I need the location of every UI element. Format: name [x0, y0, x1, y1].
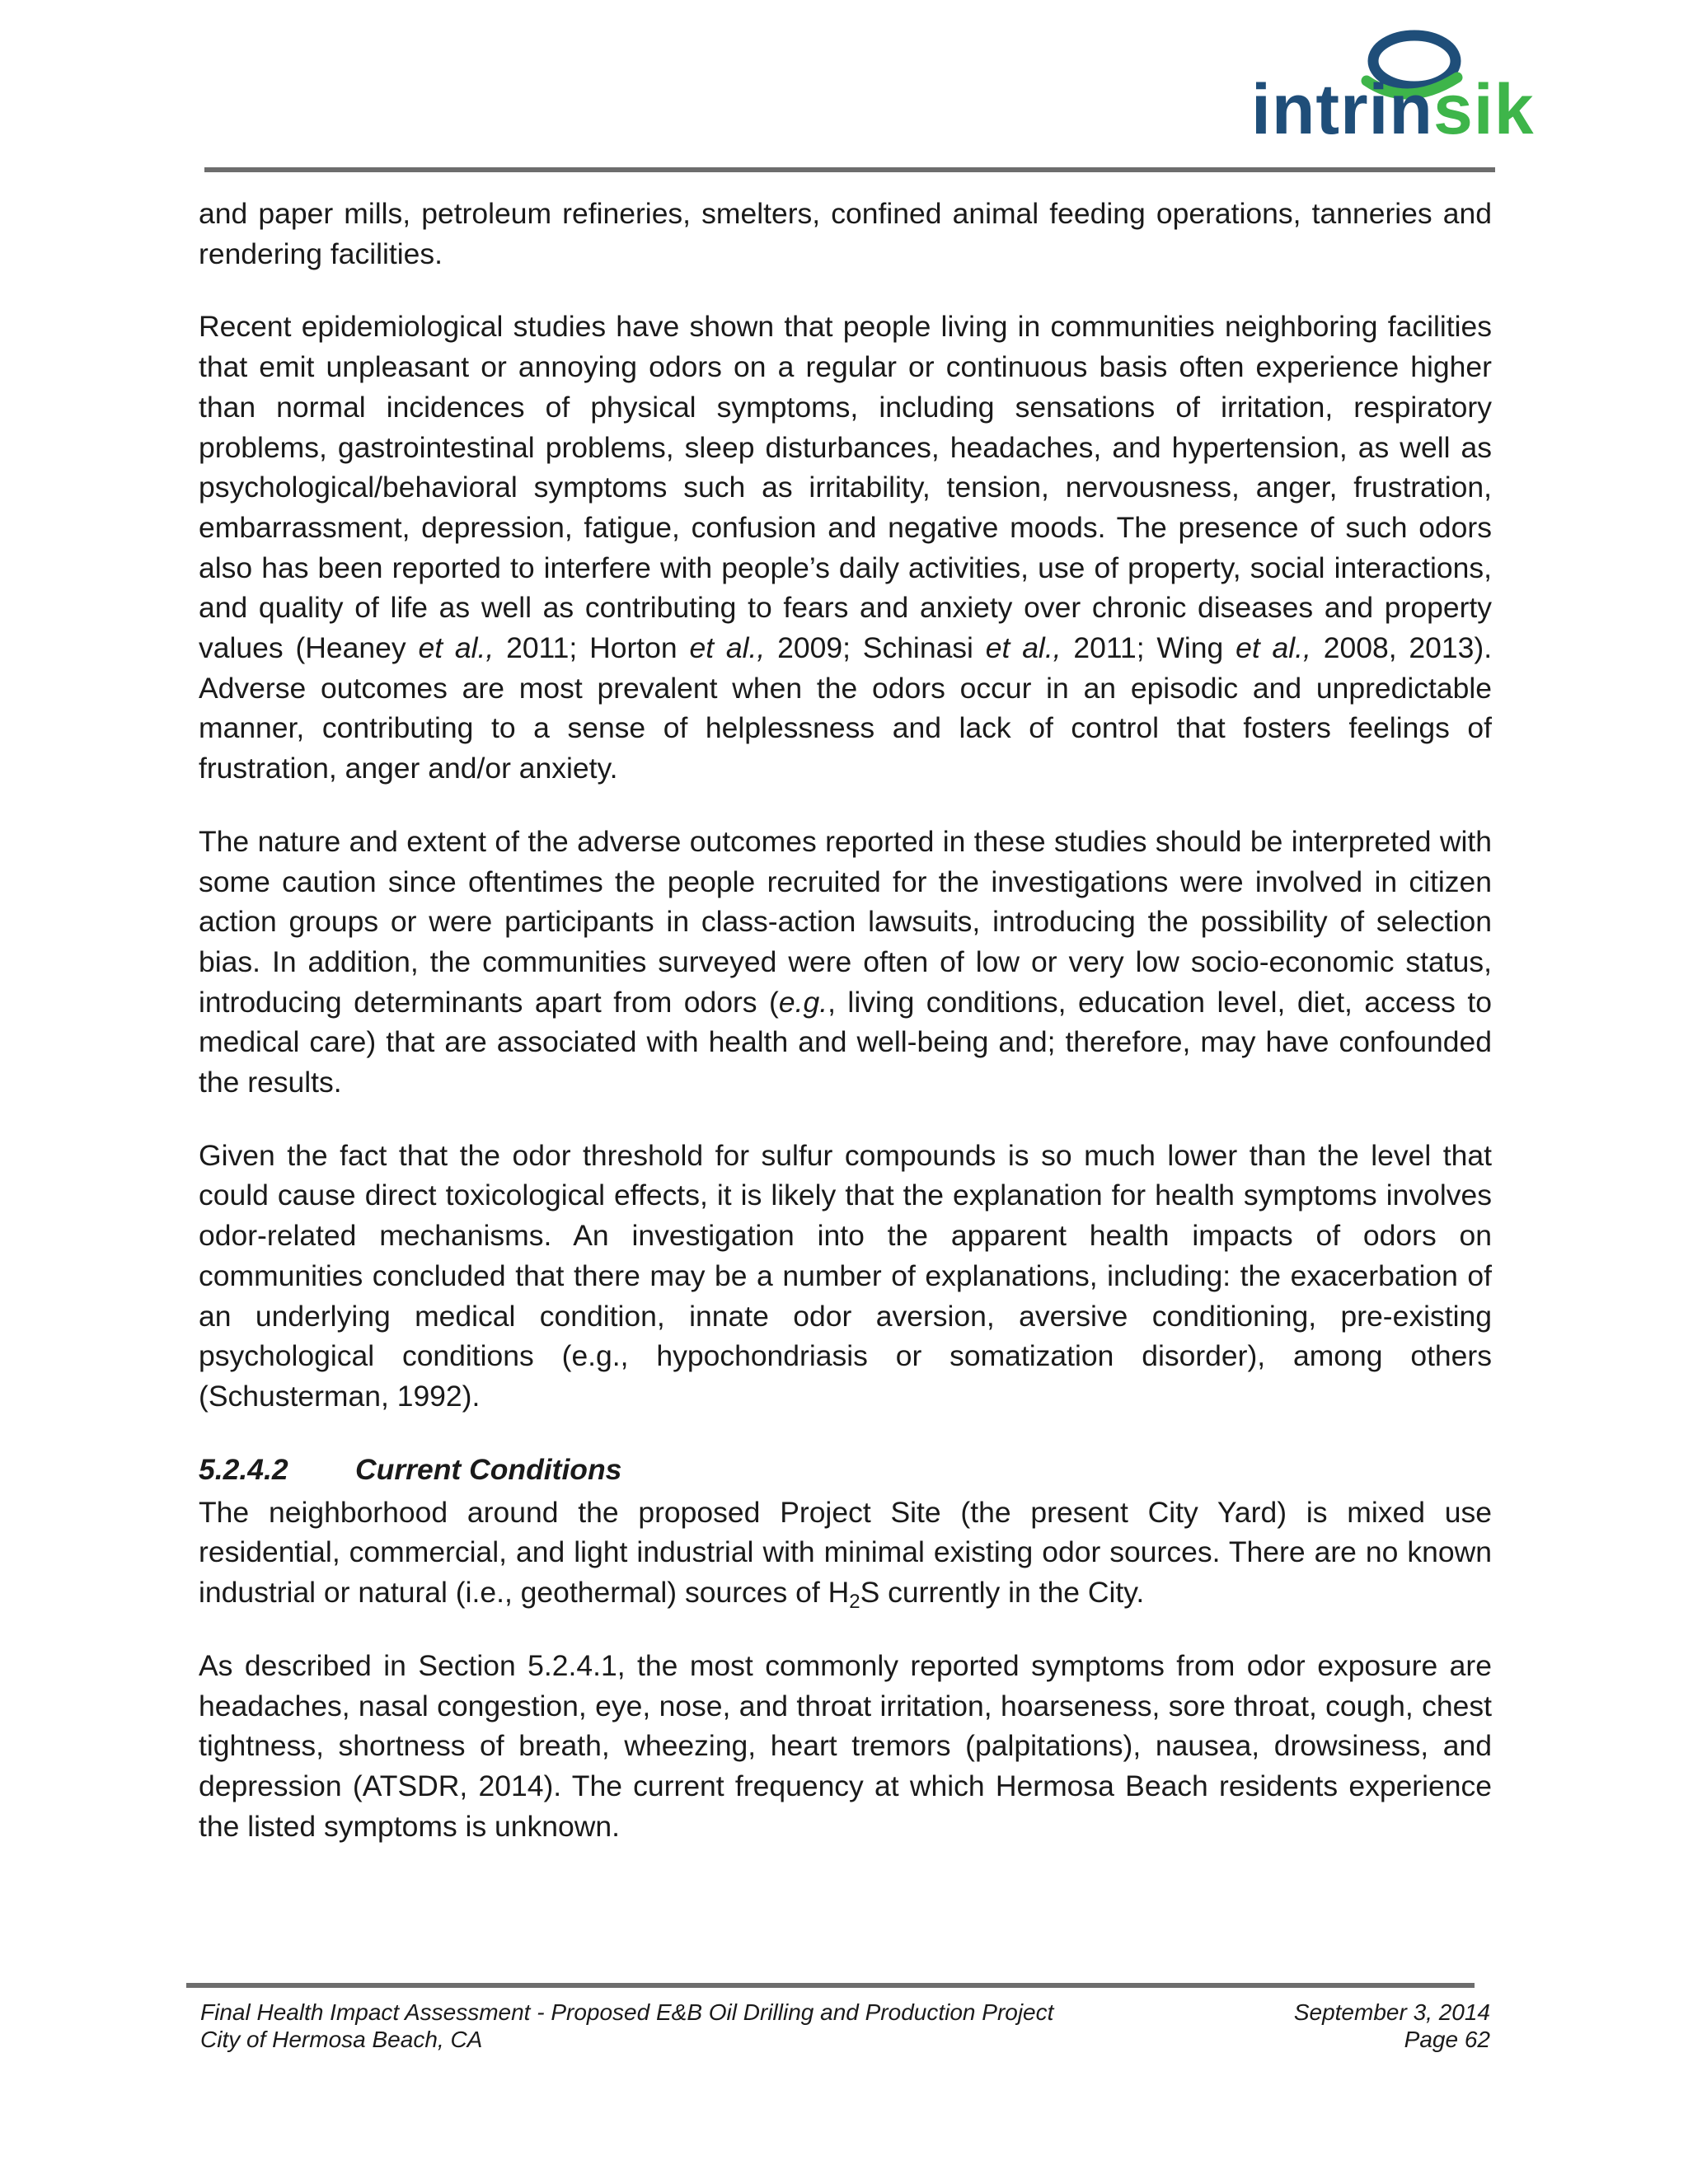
section-number: 5.2.4.2 — [199, 1452, 288, 1486]
logo-wordmark-part2: sik — [1432, 70, 1535, 149]
footer-rule — [186, 1983, 1475, 1988]
intrinsik-logo — [1251, 23, 1535, 155]
section-title: Current Conditions — [355, 1452, 622, 1486]
footer-document-title: Final Health Impact Assessment - Proposed E&B Oil Drilling and Production Project — [200, 1999, 1054, 2025]
document-body — [199, 194, 1492, 1879]
logo-wordmark — [1251, 70, 1535, 149]
logo-wordmark-part1: intrin — [1251, 70, 1433, 149]
header-rule — [204, 167, 1495, 172]
footer-city: City of Hermosa Beach, CA — [200, 2027, 483, 2052]
paragraph-symptoms: As described in Section 5.2.4.1, the most commonly reported symptoms from odor exposure are headaches, nasal congestion, eye, nose, and throat irritation, hoarseness, sore throat, cough, chest tightness, shortness of breath, wheezing, heart tremors (palpitations), nausea, drowsiness, and depression (ATSDR, 2014). The current frequency at which Hermosa Beach residents experience the listed symptoms is unknown. — [199, 1648, 1492, 1843]
footer-page-number: Page 62 — [1404, 2027, 1490, 2052]
footer-date: September 3, 2014 — [1293, 1999, 1490, 2025]
page-footer — [200, 1999, 1490, 2053]
paragraph-epidemiological-studies: Recent epidemiological studies have shown that people living in communities neighboring facilities that emit unpleasant or annoying odors on a regular or continuous basis often experience higher than normal incidences of physical symptoms, including sensations of irritation, respiratory problems, gastrointestinal problems, sleep disturbances, headaches, and hypertension, as well as psychological/behavioral symptoms such as irritability, tension, nervousness, anger, frustration, embarrassment, depression, fatigue, confusion and negative moods. The presence of such odors also has been reported to interfere with people’s daily activities, use of property, social interactions, and quality of life as well as contributing to fears and anxiety over chronic diseases and property values (Heaney et al., 2011; Horton et al., 2009; Schinasi et al., 2011; Wing et al., 2008, 2013). Adverse outcomes are most prevalent when the odors occur in an episodic and unpredictable manner, contributing to a sense of helplessness and lack of control that fosters feelings of frustration, anger and/or anxiety. — [199, 310, 1493, 785]
paragraph-intro: and paper mills, petroleum refineries, smelters, confined animal feeding operations, tanneries and rendering facilities. — [199, 197, 1492, 270]
paragraph-neighborhood: The neighborhood around the proposed Project Site (the present City Yard) is mixed use residential, commercial, and light industrial with minimal existing odor sources. There are no known industrial or natural (i.e., geothermal) sources of $H_2S$ currently in the City. — [199, 1495, 1492, 1614]
section-heading — [199, 1450, 1492, 1489]
paragraph-caution: The nature and extent of the adverse outcomes reported in these studies should be interpreted with some caution since oftentimes the people recruited for the investigations were involved in citizen action groups or were participants in class-action lawsuits, introducing the possibility of selection bias. In addition, the communities surveyed were often of low or very low socio-economic status, introducing determinants apart from odors (e.g., living conditions, education level, diet, access to medical care) that are associated with health and well-being and; therefore, may have confounded the results. — [199, 824, 1492, 1099]
paragraph-odor-threshold: Given the fact that the odor threshold for sulfur compounds is so much lower than the level that could cause direct toxicological effects, it is likely that the explanation for health symptoms involves odor-related mechanisms. An investigation into the apparent health impacts of odors on communities concluded that there may be a number of explanations, including: the exacerbation of an underlying medical condition, innate odor aversion, aversive conditioning, pre-existing psychological conditions (e.g., hypochondriasis or somatization disorder), among others (Schusterman, 1992). — [199, 1138, 1492, 1413]
